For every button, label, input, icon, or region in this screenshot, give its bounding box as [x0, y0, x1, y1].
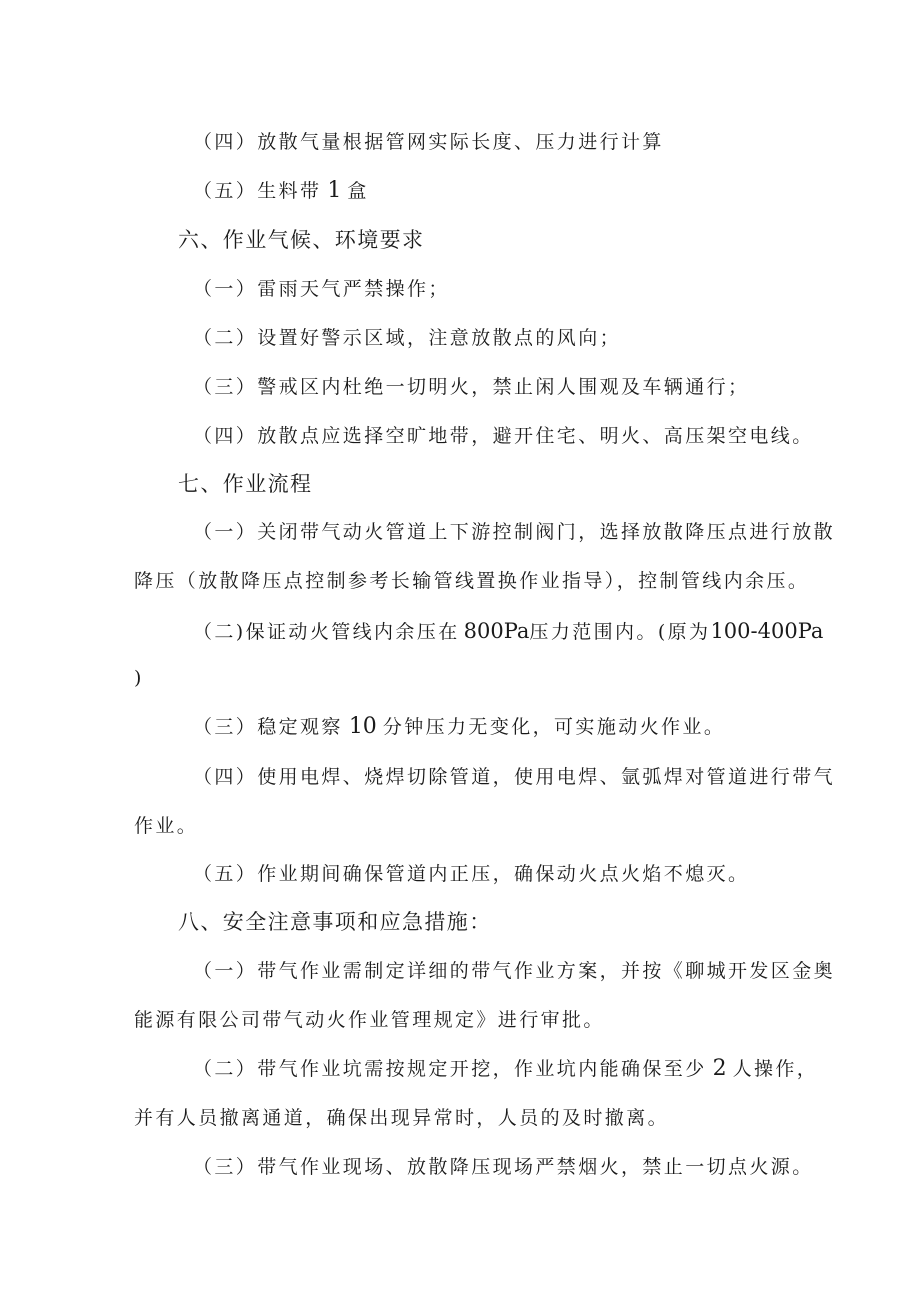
safety-item-3: （三）带气作业现场、放散降压现场严禁烟火，禁止一切点火源。 [193, 1156, 814, 1178]
section-8-heading: 八、安全注意事项和应急措施： [178, 910, 492, 934]
section-7-heading: 七、作业流程 [178, 472, 313, 496]
material-item-5 [193, 179, 369, 203]
safety-item-1-line-2: 能源有限公司带气动火作业管理规定》进行审批。 [134, 1009, 605, 1031]
material-item-4: （四）放散气量根据管网实际长度、压力进行计算 [193, 131, 664, 153]
process-item-2-original-range: 100-400Pa [710, 619, 824, 643]
weather-item-2: （二）设置好警示区域，注意放散点的风向； [193, 327, 622, 349]
material-item-5-text: （五）生料带 [193, 180, 322, 202]
material-item-5-unit: 盒 [347, 180, 369, 202]
safety-item-2-count: 2 [712, 1056, 727, 1081]
process-item-1-line-1: （一）关闭带气动火管道上下游控制阀门，选择放散降压点进行放散 [193, 521, 836, 543]
safety-item-2-line-2: 并有人员撤离通道，确保出现异常时，人员的及时撤离。 [134, 1107, 670, 1129]
process-item-3-text: （三）稳定观察 [193, 716, 343, 738]
safety-item-2-tail: 人操作， [732, 1058, 819, 1080]
process-item-4-line-1: （四）使用电焊、烧焊切除管道，使用电焊、氩弧焊对管道进行带气 [193, 766, 836, 788]
process-item-2-text: （二)保证动火管线内余压在 [193, 621, 460, 643]
section-6-heading: 六、作业气候、环境要求 [178, 228, 425, 252]
weather-item-3: （三）警戒区内杜绝一切明火，禁止闲人围观及车辆通行； [193, 376, 750, 398]
process-item-3-minutes: 10 [348, 714, 377, 739]
process-item-2-pressure: 800Pa [463, 619, 530, 643]
process-item-4-line-2: 作业。 [134, 815, 199, 837]
process-item-3-tail: 分钟压力无变化，可实施动火作业。 [382, 716, 726, 738]
safety-item-2-text: （二）带气作业坑需按规定开挖，作业坑内能确保至少 [193, 1058, 707, 1080]
safety-item-1-line-1: （一）带气作业需制定详细的带气作业方案，并按《聊城开发区金奥 [193, 960, 836, 982]
process-item-3 [193, 715, 725, 739]
weather-item-4: （四）放散点应选择空旷地带，避开住宅、明火、高压架空电线。 [193, 425, 814, 447]
process-item-5: （五）作业期间确保管道内正压，确保动火点火焰不熄灭。 [193, 863, 750, 885]
weather-item-1: （一）雷雨天气严禁操作； [193, 278, 450, 300]
process-item-2-line-1 [193, 619, 823, 644]
material-item-5-quantity: 1 [327, 178, 342, 203]
process-item-2-middle: 压力范围内。(原为 [529, 621, 711, 643]
process-item-1-line-2: 降压（放散降压点控制参考长输管线置换作业指导），控制管线内余压。 [134, 570, 810, 592]
process-item-2-line-2: ) [134, 667, 144, 689]
safety-item-2-line-1 [193, 1057, 818, 1081]
